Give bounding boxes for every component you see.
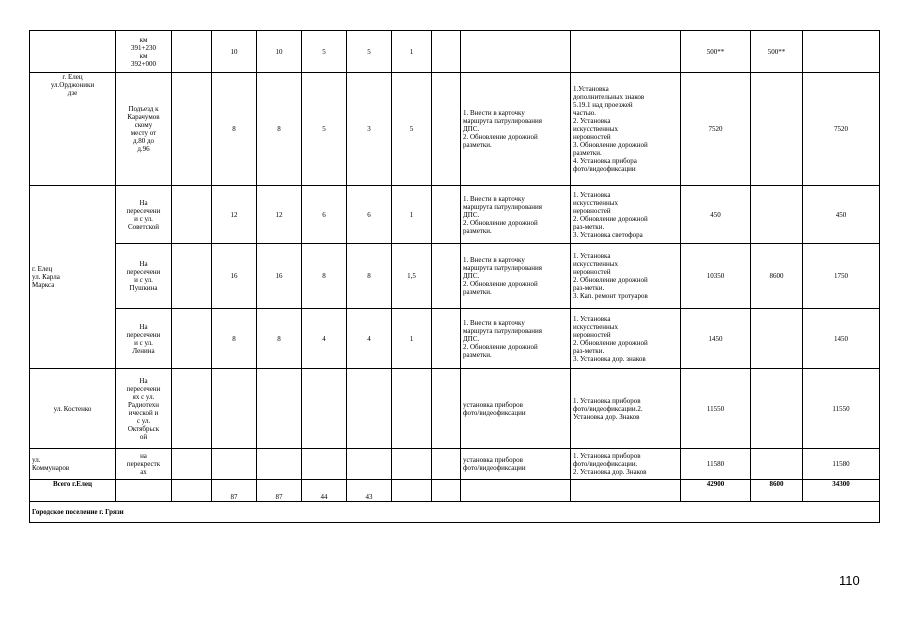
empty-cell [172,480,212,502]
value-cell: 10 [212,31,257,73]
empty-cell [432,449,461,480]
empty-cell [172,449,212,480]
value-cell: 12 [212,186,257,244]
measures-cell: 1. Внести в карточку маршрута патрулирования ДПС. 2. Обновление дорожной разметки. [461,186,571,244]
table-row [30,244,880,309]
works-cell: 1. Установка искусственных неровностей 2. Обновление дорожной раз-метки. 3. Установка дор. знаков [571,309,681,369]
road-safety-table [29,30,880,523]
budget-cell [751,449,803,480]
value-cell [392,369,432,449]
measures-cell [461,31,571,73]
value-cell [392,449,432,480]
table-row [30,449,880,480]
total-cell: 11550 [681,369,751,449]
empty-cell [172,244,212,309]
value-cell [347,449,392,480]
other-cell: 11550 [803,369,880,449]
section-row [30,502,880,523]
works-cell [571,31,681,73]
total-value-cell: 44 [302,480,347,502]
empty-cell [172,369,212,449]
total-cell: 7520 [681,73,751,186]
place-cell: г. Елец ул.Орджоники дзе [30,73,116,186]
section-title: Городское поселение г. Грязи [30,502,880,523]
value-cell: 1 [392,31,432,73]
works-cell: 1. Установка приборов фото/видеофиксации. 2. Установка дор. Знаков [571,449,681,480]
place-cell: ул. Коммунаров [30,449,116,480]
place-cell: г. Елец ул. Карла Маркса [30,186,116,369]
empty-cell [172,31,212,73]
object-cell: км 391+230 км 392+000 [116,31,172,73]
other-cell: 11580 [803,449,880,480]
empty-cell [172,309,212,369]
value-cell: 1 [392,186,432,244]
value-cell: 8 [257,73,302,186]
value-cell: 4 [347,309,392,369]
other-cell: 1750 [803,244,880,309]
object-cell: На пересечени ях с ул. Радиотехн ической и с ул. Октябрьск ой [116,369,172,449]
object-cell: на перекрестк ах [116,449,172,480]
measures-cell: установка приборов фото/видеофиксации [461,449,571,480]
total-value-cell: 87 [212,480,257,502]
value-cell [212,449,257,480]
value-cell: 6 [347,186,392,244]
budget-cell [751,186,803,244]
measures-cell: установка приборов фото/видеофиксации [461,369,571,449]
works-cell: 1. Установка приборов фото/видеофиксации.2. Установка дор. Знаков [571,369,681,449]
value-cell: 5 [392,73,432,186]
value-cell [302,369,347,449]
grand-other-cell: 34300 [803,480,880,502]
place-cell [30,31,116,73]
value-cell: 16 [212,244,257,309]
value-cell: 5 [347,31,392,73]
empty-cell [392,480,432,502]
empty-cell [432,309,461,369]
measures-cell: 1. Внести в карточку маршрута патрулирования ДПС. 2. Обновление дорожной разметки. [461,309,571,369]
value-cell: 10 [257,31,302,73]
empty-cell [172,73,212,186]
empty-cell [432,480,461,502]
budget-cell: 8600 [751,244,803,309]
other-cell [803,31,880,73]
budget-cell [751,309,803,369]
object-cell: На пересечени и с ул. Пушкина [116,244,172,309]
table-row [30,369,880,449]
empty-cell [432,31,461,73]
value-cell: 5 [302,73,347,186]
measures-cell: 1. Внести в карточку маршрута патрулирования ДПС. 2. Обновление дорожной разметки. [461,73,571,186]
object-cell: На пересечени и с ул. Ленина [116,309,172,369]
table-row [30,186,880,244]
works-cell: 1. Установка искусственных неровностей 2. Обновление дорожной раз-метки. 3. Установка светофора [571,186,681,244]
value-cell: 8 [302,244,347,309]
empty-cell [432,244,461,309]
empty-cell [116,480,172,502]
value-cell: 5 [302,31,347,73]
works-cell: 1.Установка дополнительных знаков 5.19.1 над проезжей частью. 2. Установка искусственных неровностей 3. Обновление дорожной разметки. 4. Установка прибора фото/видеофиксации [571,73,681,186]
empty-cell [172,186,212,244]
grand-total-cell: 42900 [681,480,751,502]
budget-cell [751,369,803,449]
value-cell: 16 [257,244,302,309]
total-value-cell: 43 [347,480,392,502]
total-cell: 11580 [681,449,751,480]
value-cell: 3 [347,73,392,186]
value-cell [347,369,392,449]
value-cell: 6 [302,186,347,244]
empty-cell [461,480,571,502]
value-cell [212,369,257,449]
table-row [30,73,880,186]
value-cell: 4 [302,309,347,369]
budget-cell [751,73,803,186]
other-cell: 450 [803,186,880,244]
grand-budget-cell: 8600 [751,480,803,502]
value-cell [257,369,302,449]
works-cell: 1. Установка искусственных неровностей 2. Обновление дорожной раз-метки. 3. Кап. ремонт тротуаров [571,244,681,309]
value-cell: 1,5 [392,244,432,309]
measures-cell: 1. Внести в карточку маршрута патрулирования ДПС. 2. Обновление дорожной разметки. [461,244,571,309]
page-number: 110 [839,573,860,588]
object-cell: На пересечени и с ул. Советской [116,186,172,244]
empty-cell [432,186,461,244]
empty-cell [432,73,461,186]
total-value-cell: 87 [257,480,302,502]
value-cell [257,449,302,480]
total-label: Всего г.Елец [30,480,116,502]
value-cell: 8 [212,309,257,369]
total-cell: 10350 [681,244,751,309]
table-row [30,31,880,73]
total-cell: 500** [681,31,751,73]
other-cell: 7520 [803,73,880,186]
empty-cell [432,369,461,449]
other-cell: 1450 [803,309,880,369]
budget-cell: 500** [751,31,803,73]
place-cell: ул. Костенко [30,369,116,449]
empty-cell [571,480,681,502]
table-row [30,309,880,369]
value-cell: 8 [212,73,257,186]
value-cell: 8 [257,309,302,369]
total-row [30,480,880,502]
value-cell: 12 [257,186,302,244]
total-cell: 450 [681,186,751,244]
value-cell: 1 [392,309,432,369]
value-cell [302,449,347,480]
object-cell: Подъезд к Карачумов скому месту от д.80 до д.96 [116,73,172,186]
total-cell: 1450 [681,309,751,369]
value-cell: 8 [347,244,392,309]
